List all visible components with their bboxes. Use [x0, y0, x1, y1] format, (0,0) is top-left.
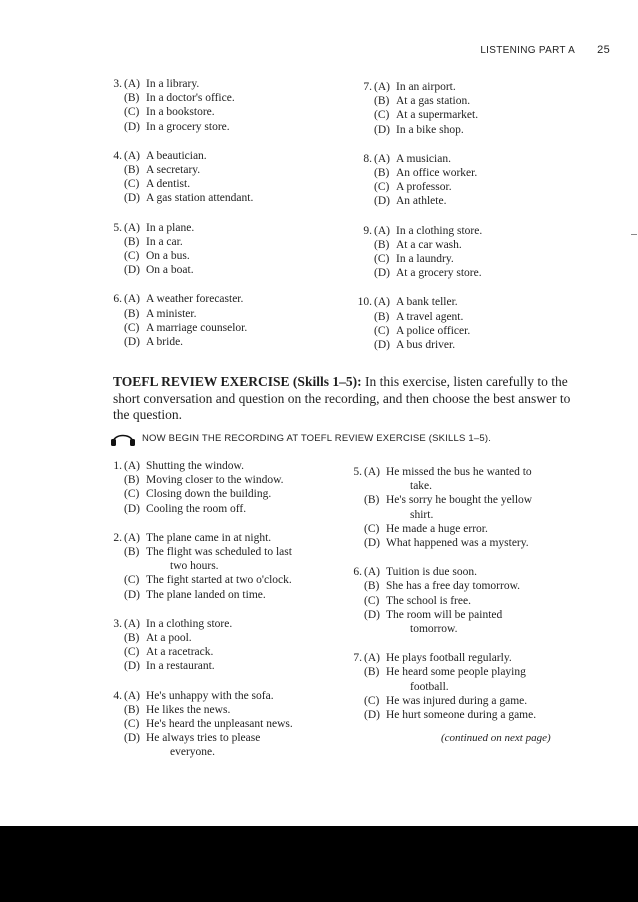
answer-option — [100, 731, 340, 745]
answer-option — [100, 307, 300, 321]
option-text: On a bus. — [146, 250, 190, 263]
option-letter: (D) — [374, 339, 390, 352]
answer-option — [100, 573, 340, 587]
option-text: In a clothing store. — [396, 224, 483, 237]
option-text: She has a free day tomorrow. — [386, 580, 521, 593]
option-text: In a bike shop. — [396, 123, 464, 136]
option-text: At a supermarket. — [396, 109, 479, 122]
headphone-icon — [110, 430, 136, 446]
option-text: In a clothing store. — [146, 617, 233, 630]
answer-option — [340, 651, 580, 665]
answer-option — [100, 473, 340, 487]
option-text: An athlete. — [396, 195, 447, 208]
option-text: The flight was scheduled to last — [146, 546, 292, 559]
section-heading: TOEFL REVIEW EXERCISE (Skills 1–5): — [113, 374, 362, 389]
option-text: The plane came in at night. — [146, 531, 272, 544]
option-text: At a racetrack. — [146, 646, 214, 659]
option-letter: (C) — [364, 594, 380, 607]
option-text-continued: football. — [410, 680, 449, 693]
option-letter: (C) — [124, 250, 140, 263]
option-letter: (A) — [364, 466, 380, 478]
option-text: A beautician. — [146, 149, 207, 162]
bottom-left-questions — [100, 459, 340, 775]
option-letter: (D) — [124, 336, 140, 349]
option-letter: (B) — [124, 474, 140, 487]
option-text: He's heard the unpleasant news. — [146, 718, 293, 731]
question-number: 8. — [363, 152, 372, 165]
option-text: Closing down the building. — [146, 488, 272, 501]
answer-option — [340, 493, 580, 507]
option-letter: (B) — [374, 167, 390, 180]
option-text-continued: two hours. — [170, 560, 219, 573]
answer-option — [350, 238, 520, 252]
answer-option — [340, 536, 580, 550]
answer-option — [100, 321, 300, 335]
option-text: In a library. — [146, 78, 200, 90]
answer-option — [340, 665, 580, 679]
answer-option — [100, 617, 340, 631]
answer-option — [350, 252, 520, 266]
answer-option — [100, 335, 300, 349]
answer-option — [100, 191, 300, 205]
answer-option — [350, 338, 520, 352]
answer-option — [340, 522, 580, 536]
question-item — [100, 531, 340, 602]
option-letter: (B) — [124, 307, 140, 320]
question-number: 5. — [353, 466, 362, 478]
option-text: A secretary. — [146, 164, 201, 177]
answer-option — [100, 689, 340, 703]
answer-option — [100, 502, 340, 516]
answer-option — [350, 266, 520, 280]
answer-option — [340, 579, 580, 593]
answer-option — [350, 310, 520, 324]
question-number: 3. — [113, 617, 122, 630]
answer-option — [100, 703, 340, 717]
option-letter: (A) — [124, 617, 140, 630]
option-letter: (A) — [124, 221, 140, 234]
option-text: Tuition is due soon. — [386, 566, 477, 579]
question-item — [100, 617, 340, 674]
option-letter: (C) — [124, 646, 140, 659]
option-letter: (A) — [124, 689, 140, 702]
option-text: A bank teller. — [396, 296, 458, 309]
option-text: He's unhappy with the sofa. — [146, 689, 274, 702]
option-text-continued: tomorrow. — [410, 623, 458, 636]
answer-option — [100, 249, 300, 263]
bottom-right-questions — [340, 465, 580, 737]
option-letter: (D) — [124, 192, 140, 205]
option-text: An office worker. — [396, 167, 478, 180]
answer-option-continued — [340, 680, 580, 694]
answer-option — [340, 565, 580, 579]
option-text: He likes the news. — [146, 703, 231, 716]
option-text: In a restaurant. — [146, 660, 215, 673]
option-text: In a laundry. — [396, 253, 454, 266]
answer-option — [100, 221, 300, 235]
option-letter: (D) — [124, 588, 140, 601]
option-letter: (C) — [124, 488, 140, 501]
option-text-continued: shirt. — [410, 508, 434, 521]
option-letter: (D) — [374, 195, 390, 208]
question-item — [340, 651, 580, 722]
answer-option — [100, 149, 300, 163]
answer-option — [100, 588, 340, 602]
option-letter: (C) — [124, 106, 140, 119]
option-text: The plane landed on time. — [146, 588, 266, 601]
option-text: He plays football regularly. — [386, 652, 512, 665]
section-text: In this exercise, listen carefully to the short conversation and question on the recording, and then choose the best answer to the question. — [113, 374, 571, 422]
page-number: 25 — [597, 44, 610, 56]
answer-option — [100, 105, 300, 119]
question-item — [100, 459, 340, 516]
question-item — [100, 77, 300, 134]
answer-option — [100, 91, 300, 105]
option-letter: (C) — [124, 178, 140, 191]
answer-option — [100, 263, 300, 277]
option-letter: (C) — [364, 522, 380, 535]
option-letter: (C) — [124, 574, 140, 587]
answer-option — [100, 77, 300, 91]
option-letter: (D) — [124, 120, 140, 133]
option-letter: (D) — [124, 732, 140, 745]
option-letter: (B) — [124, 632, 140, 645]
answer-option — [100, 235, 300, 249]
review-exercise-intro — [113, 374, 583, 424]
option-text: He was injured during a game. — [386, 694, 528, 707]
option-text-continued: everyone. — [170, 746, 216, 759]
option-text: A bus driver. — [396, 339, 456, 352]
continued-note: (continued on next page) — [441, 732, 551, 744]
question-number: 4. — [113, 689, 122, 702]
option-text: In a plane. — [146, 221, 195, 234]
option-text: He missed the bus he wanted to — [386, 466, 532, 478]
answer-option-continued — [100, 559, 340, 573]
question-number: 9. — [363, 224, 372, 237]
question-item — [340, 465, 580, 550]
option-text: Moving closer to the window. — [146, 474, 284, 487]
answer-option — [350, 295, 520, 309]
option-letter: (C) — [374, 181, 390, 194]
option-letter: (A) — [124, 149, 140, 162]
answer-option — [100, 631, 340, 645]
option-text: At a pool. — [146, 632, 192, 645]
question-item — [350, 152, 520, 209]
header-title: LISTENING PART A — [480, 45, 576, 56]
answer-option — [100, 531, 340, 545]
question-number: 4. — [113, 149, 122, 162]
option-text: In a grocery store. — [146, 120, 230, 133]
option-letter: (D) — [374, 123, 390, 136]
option-text: A weather forecaster. — [146, 293, 244, 306]
answer-option — [350, 324, 520, 338]
answer-option-continued — [340, 622, 580, 636]
option-text: A dentist. — [146, 178, 191, 191]
answer-option — [340, 708, 580, 722]
option-text: He heard some people playing — [386, 666, 526, 679]
question-number: 7. — [353, 652, 362, 665]
option-text: On a boat. — [146, 264, 194, 277]
option-letter: (A) — [364, 652, 380, 665]
answer-option-continued — [340, 508, 580, 522]
answer-option — [350, 80, 520, 94]
option-letter: (D) — [124, 660, 140, 673]
answer-option — [100, 645, 340, 659]
option-letter: (A) — [374, 224, 390, 237]
question-number: 3. — [113, 78, 122, 90]
answer-option — [100, 487, 340, 501]
option-letter: (A) — [124, 531, 140, 544]
option-text: The fight started at two o'clock. — [146, 574, 292, 587]
option-text: What happened was a mystery. — [386, 537, 529, 550]
top-left-questions — [100, 77, 300, 364]
answer-option — [340, 594, 580, 608]
option-text: In a doctor's office. — [146, 92, 235, 105]
option-text: He made a huge error. — [386, 522, 488, 535]
answer-option — [350, 180, 520, 194]
question-item — [350, 295, 520, 352]
instruction-text: NOW BEGIN THE RECORDING AT TOEFL REVIEW EXERCISE (SKILLS 1–5). — [142, 432, 492, 444]
option-letter: (A) — [374, 296, 390, 309]
option-letter: (A) — [124, 293, 140, 306]
option-letter: (C) — [124, 718, 140, 731]
question-number: 5. — [113, 221, 122, 234]
option-letter: (D) — [374, 267, 390, 280]
option-letter: (B) — [374, 95, 390, 108]
recording-instruction — [110, 430, 491, 446]
answer-option — [350, 108, 520, 122]
answer-option — [340, 694, 580, 708]
option-text: In a bookstore. — [146, 106, 215, 119]
option-text: A professor. — [396, 181, 452, 194]
option-letter: (D) — [124, 264, 140, 277]
answer-option-continued — [100, 745, 340, 759]
option-text: The room will be painted — [386, 608, 503, 621]
option-letter: (A) — [124, 78, 140, 90]
option-letter: (B) — [364, 666, 380, 679]
answer-option — [350, 123, 520, 137]
option-text: He's sorry he bought the yellow — [386, 494, 533, 507]
option-text: Shutting the window. — [146, 460, 244, 472]
option-text: Cooling the room off. — [146, 502, 247, 515]
question-number: 1. — [113, 460, 122, 472]
option-letter: (B) — [124, 164, 140, 177]
answer-option — [100, 163, 300, 177]
answer-option — [340, 465, 580, 479]
answer-option — [350, 194, 520, 208]
answer-option — [350, 224, 520, 238]
option-text: A bride. — [146, 336, 184, 349]
edge-mark — [631, 234, 637, 235]
option-letter: (D) — [124, 502, 140, 515]
question-item — [100, 292, 300, 349]
question-item — [340, 565, 580, 636]
option-text: The school is free. — [386, 594, 471, 607]
question-number: 6. — [353, 566, 362, 579]
question-item — [350, 224, 520, 281]
option-text: At a grocery store. — [396, 267, 482, 280]
question-item — [100, 149, 300, 206]
option-letter: (A) — [374, 152, 390, 165]
option-letter: (B) — [364, 580, 380, 593]
question-number: 6. — [113, 293, 122, 306]
answer-option — [100, 659, 340, 673]
option-text: He hurt someone during a game. — [386, 709, 537, 722]
option-text: A travel agent. — [396, 310, 464, 323]
option-text: A marriage counselor. — [146, 321, 248, 334]
option-text: He always tries to please — [146, 732, 261, 745]
option-letter: (D) — [364, 537, 380, 550]
answer-option — [100, 545, 340, 559]
option-letter: (C) — [374, 324, 390, 337]
option-text: At a gas station. — [396, 95, 471, 108]
option-letter: (C) — [124, 321, 140, 334]
option-text: A minister. — [146, 307, 197, 320]
option-letter: (C) — [374, 109, 390, 122]
option-text: A musician. — [396, 152, 451, 165]
option-letter: (B) — [124, 92, 140, 105]
option-letter: (C) — [364, 694, 380, 707]
option-text: At a car wash. — [396, 238, 462, 251]
running-header — [480, 44, 610, 56]
option-letter: (A) — [364, 566, 380, 579]
answer-option — [100, 292, 300, 306]
option-letter: (B) — [374, 238, 390, 251]
answer-option — [100, 120, 300, 134]
top-right-questions — [350, 80, 520, 367]
option-letter: (C) — [374, 253, 390, 266]
question-item — [100, 689, 340, 760]
answer-option — [100, 177, 300, 191]
option-letter: (A) — [374, 81, 390, 93]
option-text: A gas station attendant. — [146, 192, 254, 205]
question-number: 7. — [363, 81, 372, 93]
option-letter: (D) — [364, 608, 380, 621]
answer-option-continued — [340, 479, 580, 493]
question-item — [350, 80, 520, 137]
option-text: A police officer. — [396, 324, 471, 337]
option-text: In an airport. — [396, 81, 456, 93]
question-item — [100, 221, 300, 278]
answer-option — [100, 459, 340, 473]
option-letter: (B) — [364, 494, 380, 507]
answer-option — [350, 166, 520, 180]
question-number: 2. — [113, 531, 122, 544]
option-letter: (B) — [124, 235, 140, 248]
answer-option — [350, 94, 520, 108]
option-letter: (B) — [124, 546, 140, 559]
option-letter: (B) — [124, 703, 140, 716]
option-text: In a car. — [146, 235, 183, 248]
option-letter: (A) — [124, 460, 140, 472]
option-letter: (B) — [374, 310, 390, 323]
option-letter: (D) — [364, 709, 380, 722]
question-number: 10. — [357, 296, 372, 309]
option-text-continued: take. — [410, 480, 433, 493]
answer-option — [350, 152, 520, 166]
answer-option — [100, 717, 340, 731]
answer-option — [340, 608, 580, 622]
scan-bottom-bar — [0, 826, 638, 902]
